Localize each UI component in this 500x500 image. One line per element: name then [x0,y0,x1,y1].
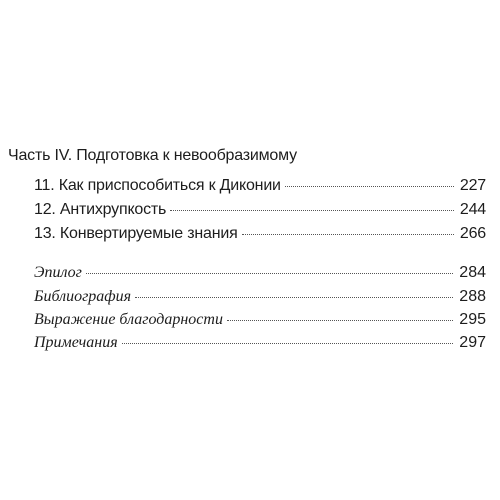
dot-leader [285,186,454,187]
toc-entry [34,177,486,195]
dot-leader [122,343,454,344]
toc-entry-page: 266 [459,225,486,242]
dot-leader [170,210,454,211]
toc-entry [34,334,486,352]
toc-entry [34,225,486,243]
toc-entry-page: 284 [459,264,486,281]
dot-leader [227,320,453,321]
toc-entry [34,201,486,219]
toc-entry-label: 12. Антихрупкость [34,201,167,218]
dot-leader [135,297,453,298]
toc-entry-label: 11. Как приспособиться к Диконии [34,177,281,194]
toc-entry [34,264,486,282]
toc-entry-page: 297 [459,334,486,351]
dot-leader [86,273,453,274]
dot-leader [242,234,454,235]
toc-entry-label: 13. Конвертируемые знания [34,225,238,242]
toc-entry-page: 244 [459,201,486,218]
toc-entry-label: Эпилог [34,264,82,281]
toc-entry-label: Примечания [34,334,118,351]
toc-entry-label: Выражение благодарности [34,311,223,328]
toc-entry-page: 227 [459,177,486,194]
toc-entry-page: 288 [459,288,486,305]
toc-entry [34,311,486,329]
toc-entry-label: Библиография [34,288,132,305]
part-title: Часть IV. Подготовка к невообразимому [8,147,297,164]
toc-entry [34,288,486,306]
toc-entry-page: 295 [459,311,486,328]
